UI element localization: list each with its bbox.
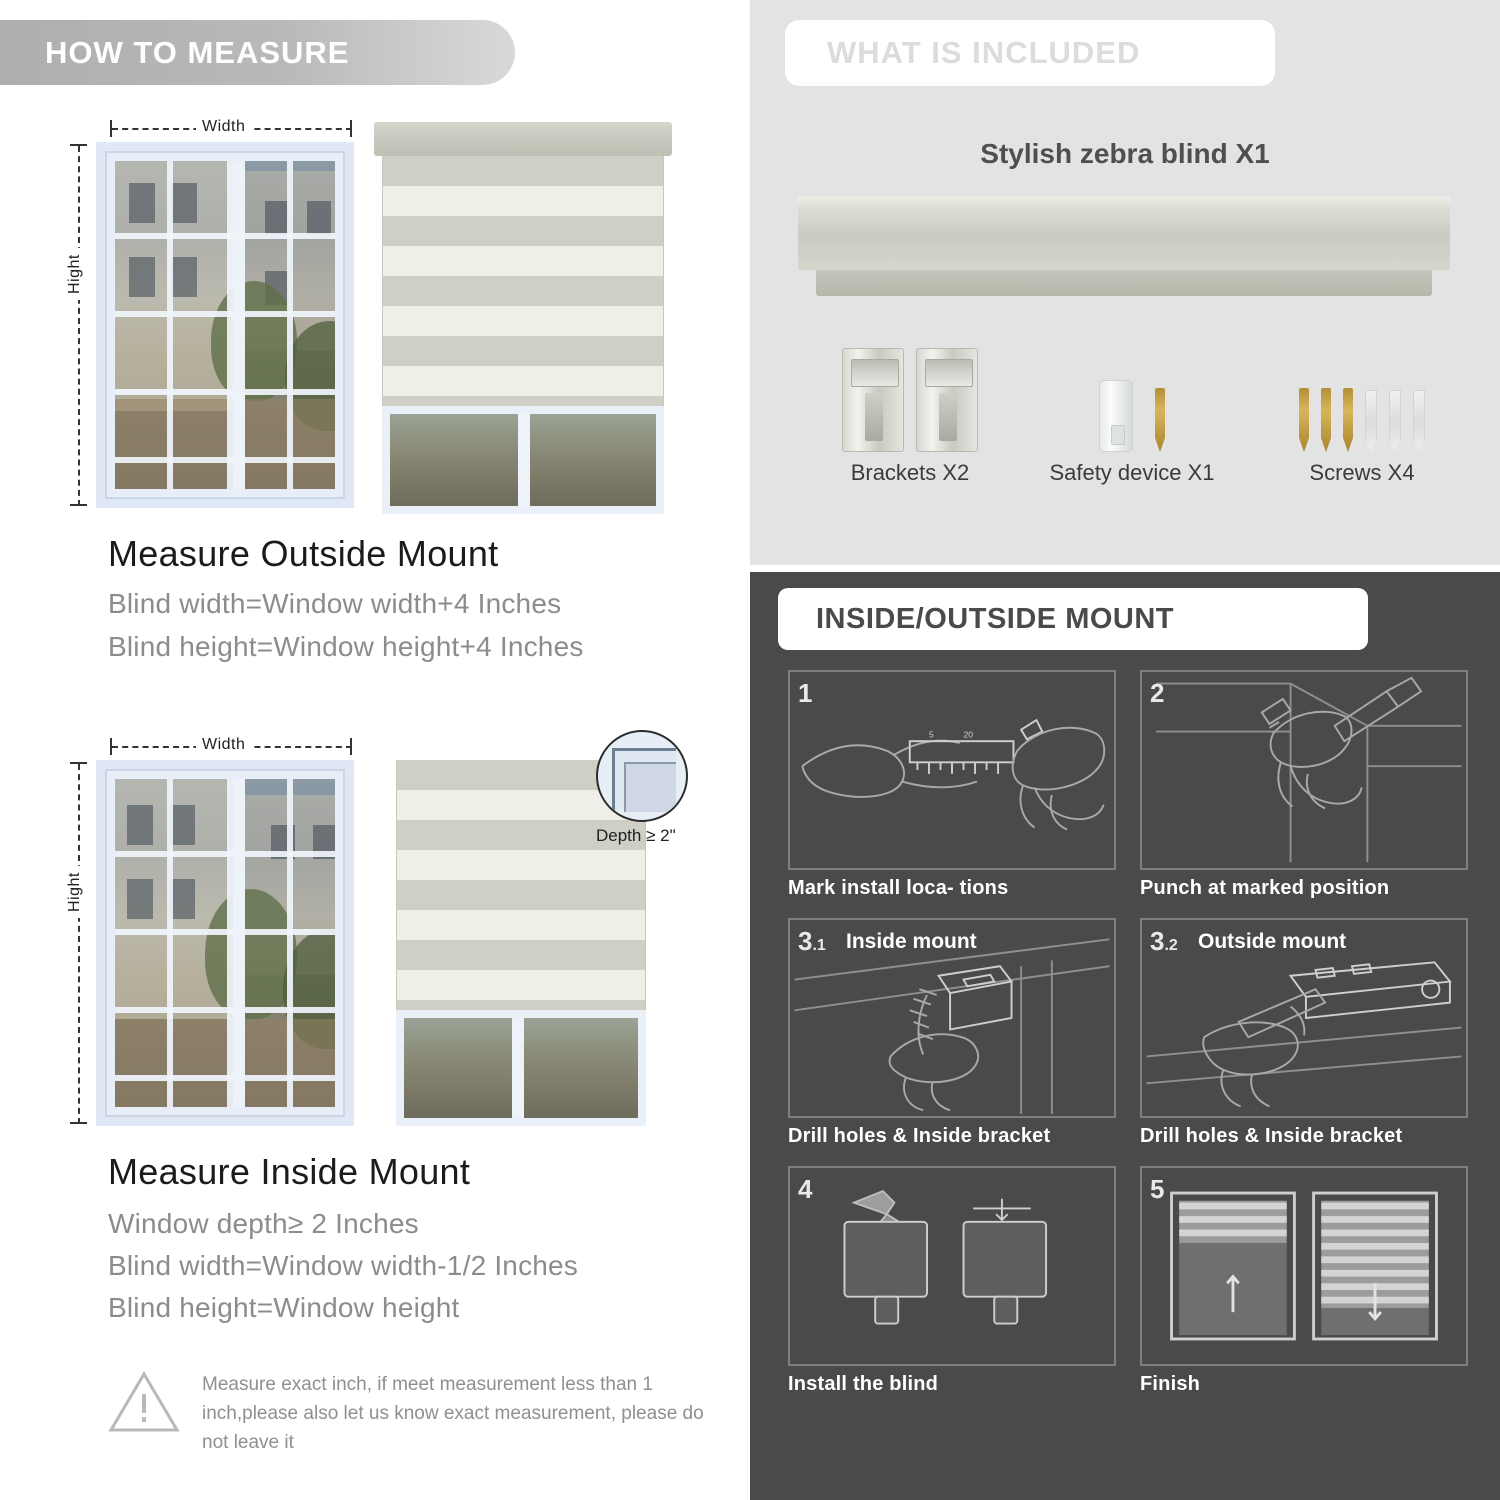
safety-device-icon [1099,380,1133,452]
screw-icon [1343,388,1353,452]
measure-note [108,1370,708,1457]
step-2 [1140,670,1468,900]
tick [350,738,352,755]
product-title: Stylish zebra blind X1 [980,138,1270,169]
screw-icon [1155,388,1165,452]
svg-text:20: 20 [963,729,974,740]
install-blind-icon [792,1170,1112,1362]
bracket-icon [916,348,978,452]
step-1 [788,670,1116,900]
step-1-number: 1 [798,678,813,708]
step-1-caption: Mark install loca- tions [788,877,1009,899]
outside-width-label: Width [196,118,251,136]
tick [70,1122,87,1124]
window-inside-right [396,1010,646,1126]
window-glass [115,779,335,1107]
how-to-measure-panel [0,0,742,1500]
outside-mount-line-1: Blind width=Window width+4 Inches [108,588,562,619]
how-to-measure-title: HOW TO MEASURE [45,34,350,70]
inside-height-dimension-line [78,764,80,1124]
depth-label: Depth ≥ 2" [596,826,676,845]
tick [70,762,87,764]
what-is-included-title: WHAT IS INCLUDED [827,35,1141,70]
screw-icon [1299,388,1309,452]
depth-callout-icon [596,730,688,822]
window-outside-left [96,142,354,508]
measure-note-text: Measure exact inch, if meet measurement less than 1 inch,please also let us know exact measurement, please do not leave it [202,1374,704,1453]
bracket-icon [842,348,904,452]
wall-anchor-icon [1365,390,1377,452]
tick [110,738,112,755]
what-is-included-tab [785,20,1275,86]
warning-triangle-icon [108,1370,180,1434]
step-3-2-inline-label: Outside mount [1198,930,1347,953]
step-3-2-num-sub: .2 [1164,937,1178,954]
blind-valance [374,122,672,156]
window-outside-right [382,406,664,514]
step-4-figure [788,1166,1116,1366]
inside-mount-heading: Measure Inside Mount [108,1151,471,1192]
zebra-blind-headrail-icon [798,196,1450,308]
step-3-1-number [798,926,826,957]
inside-mount-line-1: Window depth≥ 2 Inches [108,1208,419,1239]
part-safety-device [1032,340,1232,486]
inside-width-label: Width [196,736,251,754]
outside-mount-line-2: Blind height=Window height+4 Inches [108,631,584,662]
inside-mount-line-3: Blind height=Window height [108,1292,460,1323]
step-3-1 [788,918,1116,1148]
part-safety-device-label: Safety device X1 [1049,460,1215,485]
step-3-1-num-text: 3 [798,926,813,956]
step-3-1-num-sub: .1 [812,937,826,954]
wall-anchor-icon [1413,390,1425,452]
part-brackets [802,340,1018,486]
step-4 [788,1166,1116,1396]
part-screws-label: Screws X4 [1309,460,1415,485]
outside-mount-illustration [0,100,742,660]
steps-grid [788,670,1466,1396]
svg-text:5: 5 [928,729,934,740]
inside-height-label: Hight [66,866,84,918]
wall-anchor-icon [1389,390,1401,452]
blind-zebra-fabric [382,156,664,406]
parts-row [750,340,1500,540]
outside-height-label: Hight [66,248,84,300]
blind-outside-mount [374,122,672,514]
outside-mount-heading: Measure Outside Mount [108,533,499,574]
inside-outside-mount-tab [778,588,1368,650]
step-5-number: 5 [1150,1174,1165,1204]
step-5-caption: Finish [1140,1373,1201,1395]
step-1-figure [788,670,1116,870]
drill-icon [1144,674,1464,866]
how-to-measure-tab [0,20,515,85]
window-glass [115,161,335,489]
inside-mount-line-2: Blind width=Window width-1/2 Inches [108,1250,579,1281]
step-4-caption: Install the blind [788,1373,939,1395]
tick [70,504,87,506]
inside-outside-mount-panel [750,572,1500,1500]
step-3-2-figure [1140,918,1468,1118]
step-2-caption: Punch at marked position [1140,877,1390,899]
window-inside-left [96,760,354,1126]
step-3-2 [1140,918,1468,1148]
step-3-1-caption: Drill holes & Inside bracket [788,1125,1051,1147]
inside-mount-illustration [0,718,742,1278]
blind-inside-mount [396,760,646,1126]
step-2-figure [1140,670,1468,870]
step-3-1-figure [788,918,1116,1118]
step-5-figure [1140,1166,1468,1366]
tick [350,120,352,137]
step-4-number: 4 [798,1174,813,1204]
what-is-included-panel [750,0,1500,565]
inside-outside-mount-title: INSIDE/OUTSIDE MOUNT [816,602,1175,635]
part-screws [1250,340,1474,486]
screw-icon [1321,388,1331,452]
part-brackets-label: Brackets X2 [850,460,970,485]
tick [70,144,87,146]
finished-blind-icon [1144,1170,1464,1362]
step-3-2-caption: Drill holes & Inside bracket [1140,1125,1403,1147]
step-3-2-num-text: 3 [1150,926,1165,956]
step-3-1-inline-label: Inside mount [846,930,977,953]
step-2-number: 2 [1150,678,1165,708]
hand-tape-measure-icon [792,674,1112,866]
step-5 [1140,1166,1468,1396]
step-3-2-number [1150,926,1178,957]
tick [110,120,112,137]
outside-height-dimension-line [78,146,80,506]
